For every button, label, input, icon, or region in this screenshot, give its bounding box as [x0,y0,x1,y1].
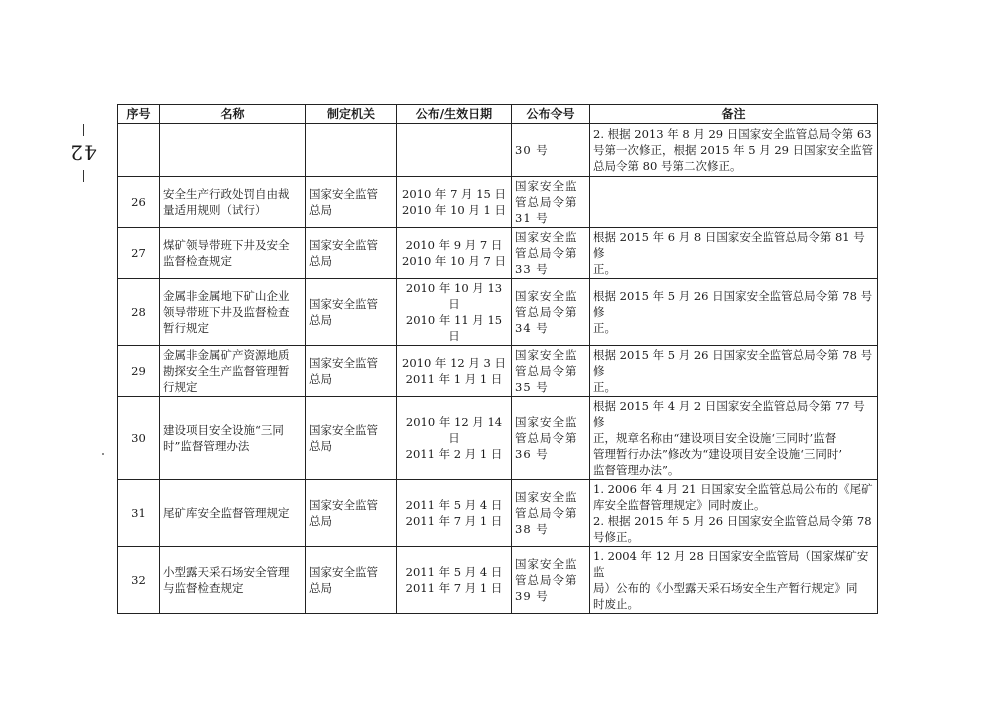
cell-note [590,397,878,480]
cell-note [590,279,878,346]
cell-org [306,177,397,228]
cell-name-line: 监督检查规定 [163,254,232,268]
cell-dates-line: 2011 年 1 月 1 日 [405,372,503,386]
cell-org-line: 总局 [309,439,332,453]
cell-note-line: 监督管理办法”。 [593,463,680,477]
cell-name-line: 金属非金属地下矿山企业 [163,289,290,303]
cell-order-line: 国家安全监 [515,415,578,429]
cell-no: 31 [118,480,160,547]
cell-no: 29 [118,346,160,397]
cell-order-line: 国家安全监 [515,348,578,362]
cell-order-line: 管总局令第 [515,573,578,587]
table-row [118,177,878,228]
cell-note-line: 根据 2015 年 6 月 8 日国家安全监管总局令第 81 号修 [593,230,865,260]
cell-order-line: 34 号 [515,321,549,335]
cell-dates [397,177,512,228]
cell-dates-line: 2010 年 11 月 15 日 [405,313,503,343]
header-order: 公布令号 [512,105,590,124]
cell-dates-line: 2011 年 5 月 4 日 [405,498,503,512]
cell-order [512,228,590,279]
cell-order-line: 管总局令第 [515,431,578,445]
cell-no: 28 [118,279,160,346]
cell-order-line: 31 号 [515,211,549,225]
cell-name-line: 煤矿领导带班下井及安全 [163,238,290,252]
cell-order [512,346,590,397]
header-note: 备注 [590,105,878,124]
cell-name [160,228,306,279]
cell-order-line: 38 号 [515,522,549,536]
cell-order [512,547,590,614]
cell-name-line: 与监督检查规定 [163,581,244,595]
cell-name-line: 行规定 [163,380,198,394]
cell-order-line: 管总局令第 [515,506,578,520]
cell-order-line: 国家安全监 [515,230,578,244]
cell-note-line: 2. 根据 2015 年 5 月 26 日国家安全监管总局令第 78 [593,514,872,528]
cell-name-line: 安全生产行政处罚自由裁 [163,187,290,201]
cell-note-line: 库安全监督管理规定》同时废止。 [593,498,766,512]
cell-name-line: 金属非金属矿产资源地质 [163,348,290,362]
cell-dates-line: 2011 年 7 月 1 日 [405,514,503,528]
cell-dates [397,480,512,547]
cell-dates-line: 2010 年 10 月 13 日 [405,281,503,311]
cell-note-line: 总局令第 80 号第二次修正。 [593,159,742,173]
cell-order-line: 39 号 [515,589,549,603]
cell-note [590,346,878,397]
cell-order [512,480,590,547]
header-org: 制定机关 [306,105,397,124]
cell-order-line: 国家安全监 [515,557,578,571]
table-row [118,547,878,614]
cell-name-line: 暂行规定 [163,321,209,335]
cell-name [160,547,306,614]
cell-order-line: 36 号 [515,447,549,461]
cell-note [590,177,878,228]
cell-org-line: 总局 [309,372,332,386]
cell-org [306,279,397,346]
cell-name-line: 勘探安全生产监督管理暂 [163,364,290,378]
table-row [118,346,878,397]
cell-note-line: 管理暂行办法”修改为“建设项目安全设施‘三同时’ [593,447,843,461]
cell-name [160,279,306,346]
cell-org-line: 总局 [309,514,332,528]
cell-note [590,480,878,547]
cell-org-line: 国家安全监管 [309,498,378,512]
table-row [118,228,878,279]
regulations-table [117,104,878,614]
cell-note-line: 局）公布的《小型露天采石场安全生产暂行规定》同 [593,581,858,595]
page-number-value: 42 [69,140,97,165]
cell-note-line: 时废止。 [593,597,639,611]
cell-org-line: 总局 [309,313,332,327]
cell-org [306,228,397,279]
cell-dates [397,279,512,346]
cell-no: 30 [118,397,160,480]
cell-dates-line: 2010 年 12 月 14 日 [405,415,503,445]
cell-order [512,177,590,228]
cell-dates [397,124,512,177]
cell-dates [397,397,512,480]
cell-dates-line: 2011 年 7 月 1 日 [405,581,503,595]
cell-no: 32 [118,547,160,614]
scan-speck [102,453,104,455]
cell-org-line: 总局 [309,203,332,217]
header-no: 序号 [118,105,160,124]
cell-note-line: 根据 2015 年 4 月 2 日国家安全监管总局令第 77 号修 [593,399,865,429]
cell-org-line: 国家安全监管 [309,187,378,201]
cell-note [590,124,878,177]
cell-name-line: 小型露天采石场安全管理 [163,565,290,579]
cell-org-line: 国家安全监管 [309,565,378,579]
cell-note-line: 1. 2004 年 12 月 28 日国家安全监管局（国家煤矿安监 [593,549,869,579]
table-body [118,124,878,614]
cell-note-line: 正。 [593,321,616,335]
cell-dates-line: 2010 年 10 月 7 日 [402,254,506,268]
cell-dates-line: 2010 年 9 月 7 日 [405,238,503,252]
cell-no: 27 [118,228,160,279]
cell-org [306,124,397,177]
cell-note-line: 根据 2015 年 5 月 26 日国家安全监管总局令第 78 号修 [593,348,873,378]
cell-no: 26 [118,177,160,228]
cell-org-line: 总局 [309,581,332,595]
cell-org [306,480,397,547]
cell-note-line: 正。 [593,262,616,276]
table-row [118,279,878,346]
cell-name [160,177,306,228]
cell-order-line: 国家安全监 [515,179,578,193]
cell-order-line: 国家安全监 [515,289,578,303]
cell-order-line: 33 号 [515,262,549,276]
cell-dates-line: 2011 年 5 月 4 日 [405,565,503,579]
cell-name [160,397,306,480]
cell-note-line: 根据 2015 年 5 月 26 日国家安全监管总局令第 78 号修 [593,289,873,319]
cell-dates-line: 2010 年 7 月 15 日 [402,187,506,201]
table-row [118,124,878,177]
cell-org-line: 国家安全监管 [309,297,378,311]
cell-org-line: 总局 [309,254,332,268]
cell-dates [397,228,512,279]
cell-order [512,397,590,480]
cell-order-line: 国家安全监 [515,490,578,504]
cell-order-line: 30 号 [515,143,549,157]
cell-note-line: 号修正。 [593,530,639,544]
cell-name-line: 建设项目安全设施“三同 [163,423,284,437]
cell-name [160,346,306,397]
table-header-row [118,105,878,124]
cell-note-line: 正。 [593,380,616,394]
cell-org [306,397,397,480]
table-row [118,397,878,480]
cell-note-line: 正，规章名称由“建设项目安全设施‘三同时’监督 [593,431,837,445]
cell-order-line: 管总局令第 [515,246,578,260]
cell-note [590,228,878,279]
cell-order-line: 管总局令第 [515,364,578,378]
cell-org-line: 国家安全监管 [309,238,378,252]
table-row [118,480,878,547]
cell-order [512,124,590,177]
cell-order-line: 35 号 [515,380,549,394]
cell-dates-line: 2010 年 10 月 1 日 [402,203,506,217]
cell-name [160,480,306,547]
cell-name-line: 尾矿库安全监督管理规定 [163,506,290,520]
cell-org [306,547,397,614]
cell-name [160,124,306,177]
cell-org-line: 国家安全监管 [309,356,378,370]
cell-dates [397,547,512,614]
cell-note-line: 号第一次修正，根据 2015 年 5 月 29 日国家安全监管 [593,143,874,157]
cell-org-line: 国家安全监管 [309,423,378,437]
cell-org [306,346,397,397]
cell-order [512,279,590,346]
cell-note-line: 1. 2006 年 4 月 21 日国家安全监管总局公布的《尾矿 [593,482,873,496]
cell-no [118,124,160,177]
header-name: 名称 [160,105,306,124]
cell-dates [397,346,512,397]
cell-order-line: 管总局令第 [515,305,578,319]
cell-note-line: 2. 根据 2013 年 8 月 29 日国家安全监管总局令第 63 [593,127,872,141]
page-number [68,118,98,188]
cell-order-line: 管总局令第 [515,195,578,209]
page-number-dash-bottom [83,170,84,182]
cell-dates-line: 2011 年 2 月 1 日 [405,447,503,461]
cell-name-line: 领导带班下井及监督检查 [163,305,290,319]
cell-note [590,547,878,614]
header-dates: 公布/生效日期 [397,105,512,124]
cell-dates-line: 2010 年 12 月 3 日 [402,356,506,370]
cell-name-line: 时”监督管理办法 [163,439,250,453]
cell-name-line: 量适用规则（试行） [163,203,267,217]
page-number-dash-top [83,124,84,136]
